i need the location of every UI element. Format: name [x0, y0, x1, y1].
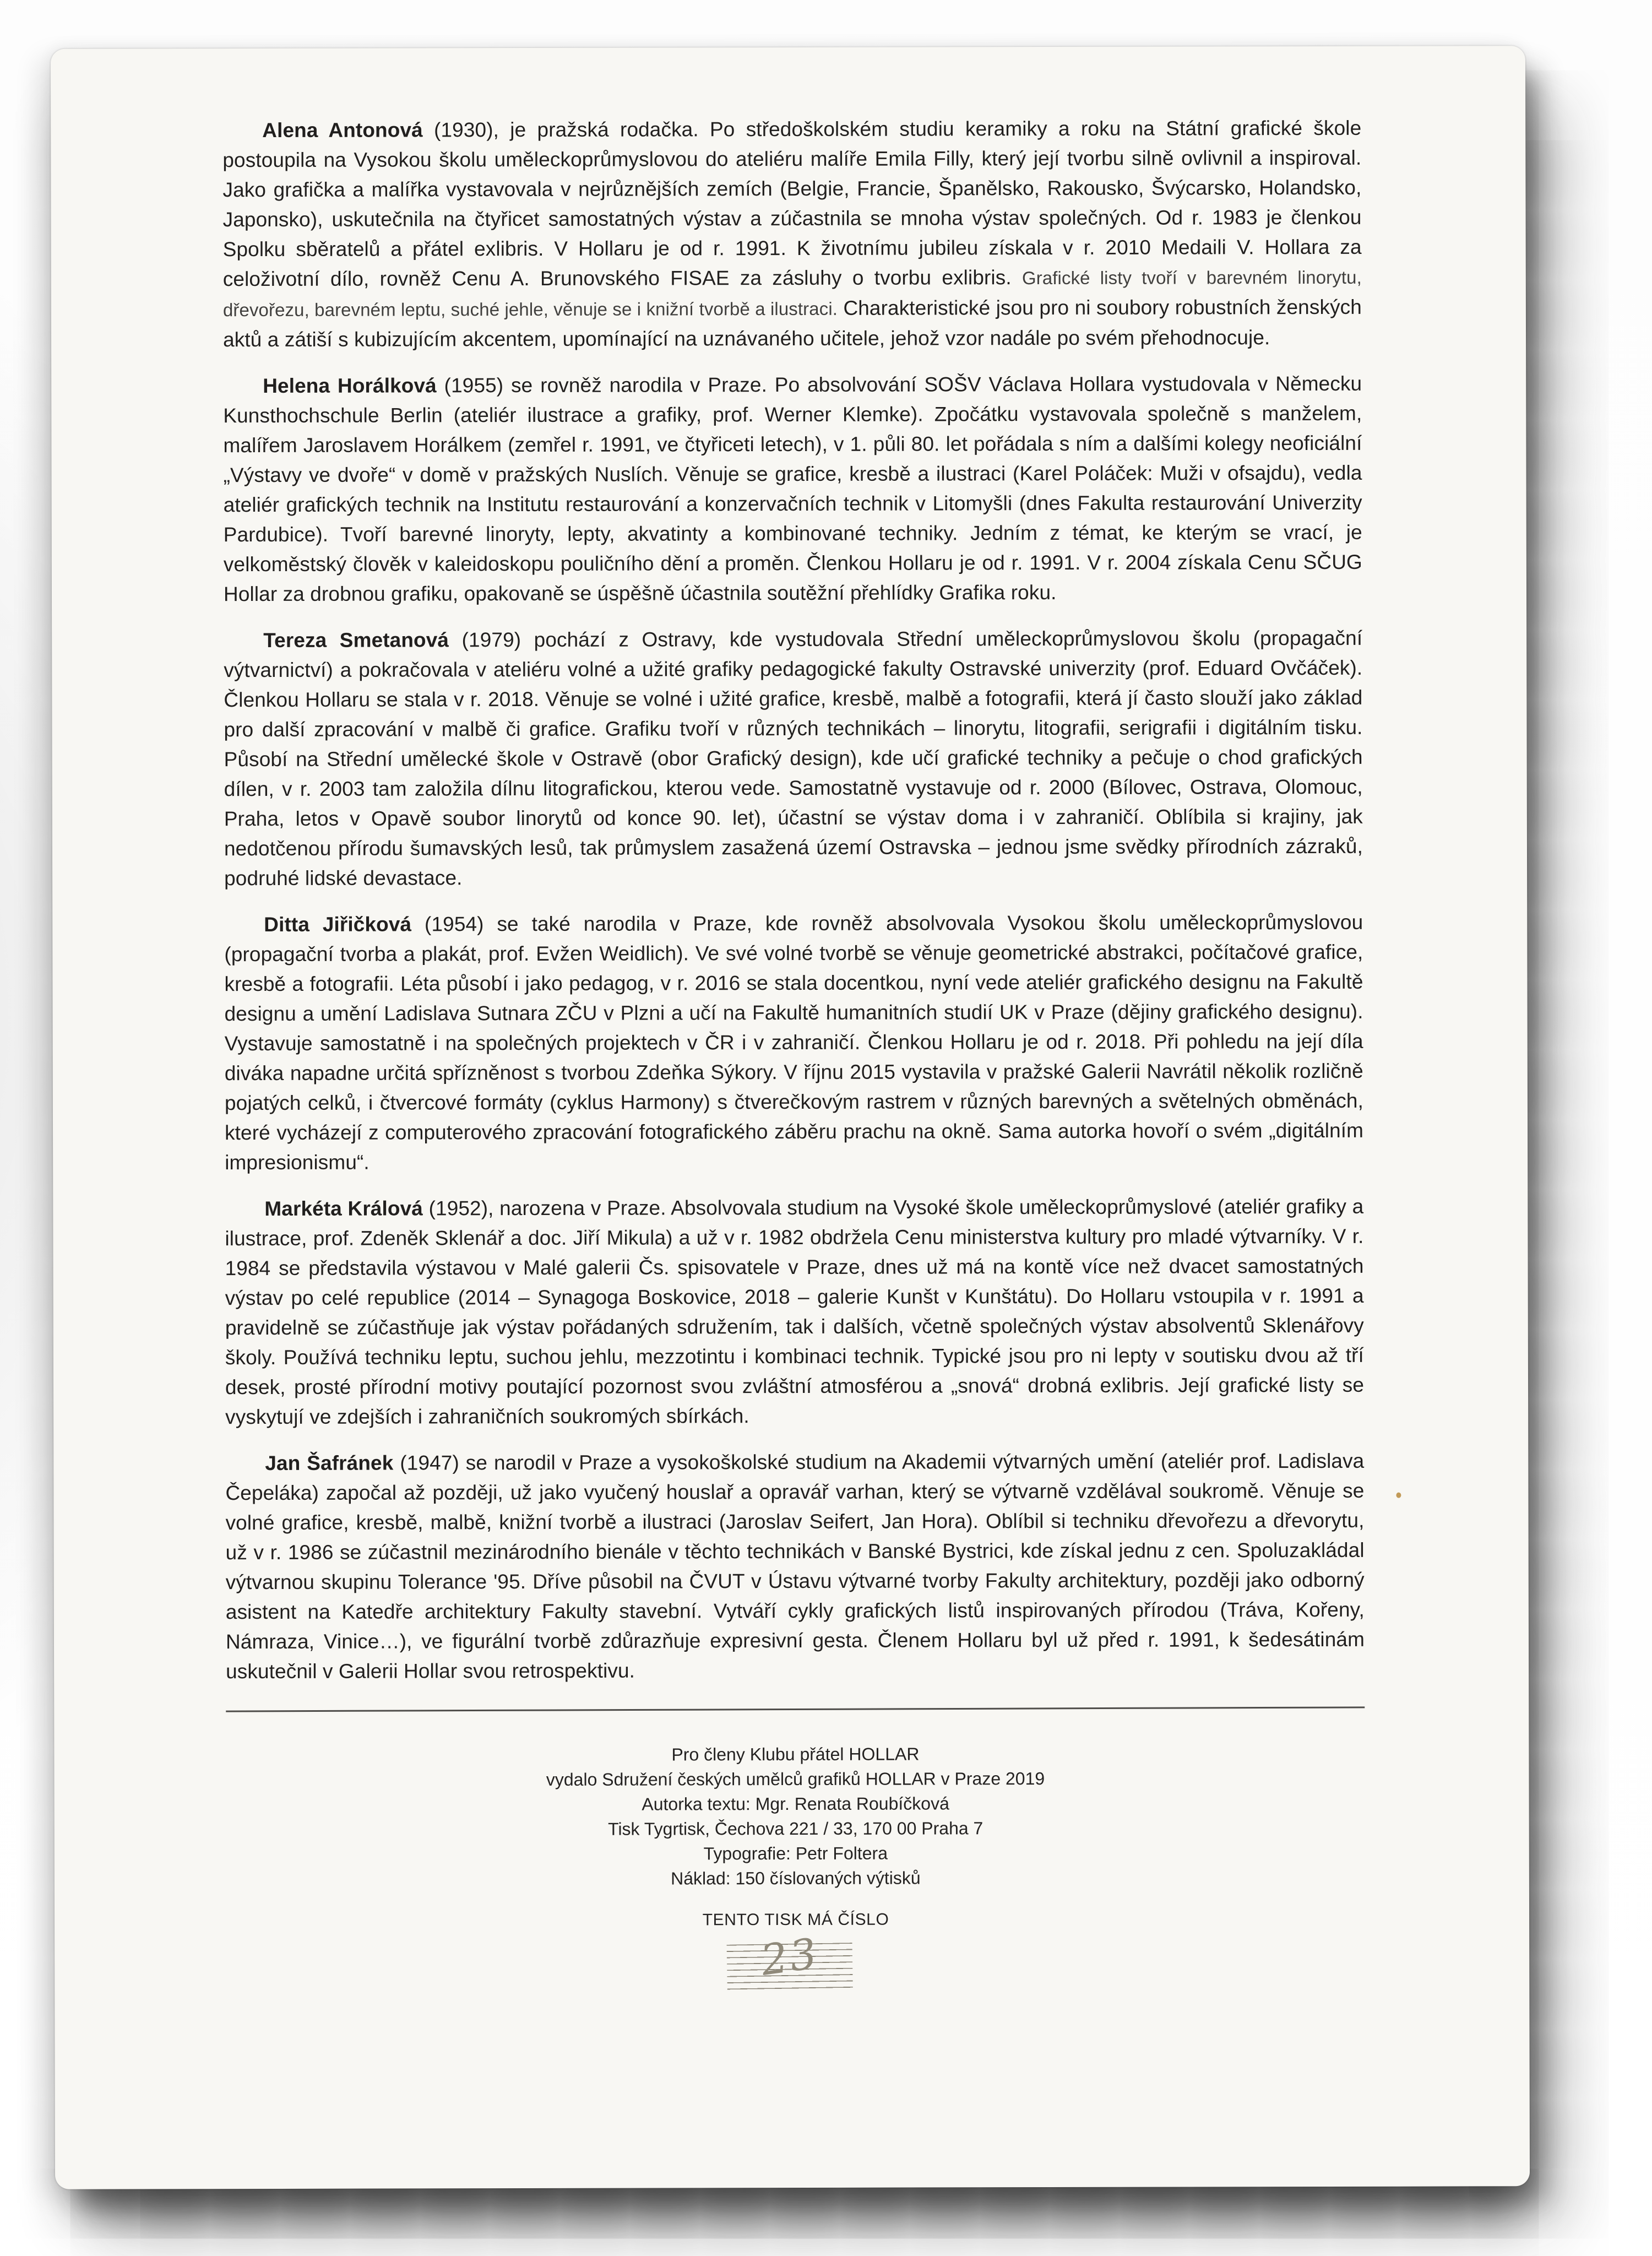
artist-name: Alena Antonová	[262, 118, 423, 142]
bio-text: Charakteristické jsou pro ni soubory robustních ženských aktů a zátiší s kubizujícím akcentem, upomínající na uznávaného učitele, jehož vzor nadále po svém přehodnocuje.	[222, 295, 1362, 351]
artist-name: Markéta Králová	[264, 1197, 423, 1220]
bio-text: (1979) pochází z Ostravy, kde vystudovala Střední uměleckoprůmyslovou školu (propagační výtvarnictví) a pokračovala v ateliéru volné a užité grafiky pedagogické fakulty Ostravské univerzity (prof. Eduard Ovčáček). Členkou Hollaru se stala v r. 2018. Věnuje se volné i užité grafice, kresbě, malbě a fotografii, která jí často slouží jako základ pro další zpracování v malbě či grafice. Grafiku tvoří v různých technikách – linorytu, litografii, serigrafii i digitálním tisku. Působí na Střední umělecké škole v Ostravě (obor Grafický design), kde učí grafické techniky a pečuje o chod grafických dílen, v r. 2003 tam založila dílnu litografickou, kterou vede. Samostatně vystavuje od r. 2000 (Bílovec, Ostrava, Olomouc, Praha, letos v Opavě soubor linorytů od konce 90. let), účastní se výstav doma i v zahraničí. Oblíbila si krajiny, jak nedotčenou přírodu šumavských lesů, tak průmyslem zasažená území Ostravska – jednou jsme svědky přírodních zázraků, podruhé lidské devastace.	[224, 626, 1363, 890]
scan-speck	[1396, 1493, 1401, 1498]
bio-paragraph-marketa-kralova	[225, 1192, 1364, 1432]
bio-paragraph-helena-horalkova	[223, 369, 1362, 609]
bio-paragraph-ditta-jirickova	[224, 908, 1363, 1178]
colophon-line: Typografie: Petr Foltera	[703, 1843, 888, 1864]
colophon	[226, 1741, 1365, 1892]
colophon-divider	[226, 1706, 1365, 1712]
artist-name: Jan Šafránek	[265, 1451, 394, 1474]
bio-text: (1954) se také narodila v Praze, kde rovněž absolvovala Vysokou školu uměleckoprůmyslovou (propagační tvorba a plakát, prof. Evžen Weidlich). Ve své volné tvorbě se věnuje geometrické abstrakci, počítačové grafice, kresbě a fotografii. Léta působí i jako pedagog, v r. 2016 se stala docentkou, nyní vede ateliér grafického designu na Fakultě designu a umění Ladislava Sutnara ZČU v Plzni a učí na Fakultě humanitních studií UK v Praze (dějiny grafického designu). Vystavuje samostatně i na společných projektech v ČR i v zahraničí. Členkou Hollaru je od r. 2018. Při pohledu na její díla diváka napadne určitá spřízněnost s tvorbou Zdeňka Sýkory. V říjnu 2015 vystavila v pražské Galerii Navrátil několik rozličně pojatých celků, i čtvercové formáty (cyklus Harmony) s čtverečkovým rastrem v různých barevných a světelných obměnách, které vycházejí z computerového zpracování fotografického záběru prachu na okně. Sama autorka hovoří o svém „digitálním impresionismu“.	[224, 910, 1364, 1174]
artist-name: Helena Horálková	[263, 374, 437, 398]
artist-name: Ditta Jiřičková	[264, 913, 412, 936]
colophon-line: Náklad: 150 číslovaných výtisků	[671, 1868, 921, 1889]
scanned-page	[51, 46, 1530, 2189]
edition-number-label: TENTO TISK MÁ ČÍSLO	[702, 1910, 889, 1929]
bio-text: (1955) se rovněž narodila v Praze. Po absolvování SOŠV Václava Hollara vystudovala v Německu Kunsthochschule Berlin (ateliér ilustrace a grafiky, prof. Werner Klemke). Zpočátku vystavovala společně s manželem, malířem Jaroslavem Horálkem (zemřel r. 1991, ve čtyřiceti letech), v 1. půli 80. let pořádala s ním a dalšími kolegy neoficiální „Výstavy ve dvoře“ v domě v pražských Nuslích. Věnuje se grafice, kresbě a ilustraci (Karel Poláček: Muži v ofsajdu), vedla ateliér grafických technik na Institutu restaurování a konzervačních technik v Litomyšli (dnes Fakulta restaurování Univerzity Pardubice). Tvoří barevné linoryty, lepty, akvatinty a kombinované techniky. Jedním z témat, ke kterým se vrací, je velkoměstský člověk v kaleidoskopu pouličního dění a proměn. Členkou Hollaru je od r. 1991. V r. 2004 získala Cenu SČUG Hollar za drobnou grafiku, opakovaně se úspěšně účastnila soutěžní přehlídky Grafika roku.	[223, 372, 1362, 606]
colophon-line: Pro členy Klubu přátel HOLLAR	[671, 1744, 920, 1765]
colophon-line: vydalo Sdružení českých umělců grafiků HOLLAR v Praze 2019	[546, 1769, 1045, 1789]
edition-number-lines	[727, 1928, 853, 1992]
artist-name: Tereza Smetanová	[263, 628, 449, 652]
bio-text-light-print: Grafické listy tvoří v barevném linorytu, dřevořezu, barevném leptu, suché jehle, věnuje se i knižní tvorbě a ilustraci.	[222, 267, 1362, 321]
page-content	[51, 46, 1529, 1993]
bio-text: (1930), je pražská rodačka. Po středoškolském studiu keramiky a roku na Státní grafické škole postoupila na Vysokou školu uměleckoprůmyslovou do ateliéru malíře Emila Filly, který její tvorbu silně ovlivnil a inspiroval. Jako grafička a malířka vystavovala v nejrůznějších zemích (Belgie, Francie, Španělsko, Rakousko, Švýcarsko, Holandsko, Japonsko), uskutečnila na čtyřicet samostatných výstav a zúčastnila se mnoha výstav společných. Od r. 1983 je členkou Spolku sběratelů a přátel exlibris. V Hollaru je od r. 1991. K životnímu jubileu získala v r. 2010 Medaili V. Hollara za celoživotní dílo, rovněž Cenu A. Brunovského FISAE za zásluhy o tvorbu exlibris.	[222, 116, 1362, 291]
colophon-line: Autorka textu: Mgr. Renata Roubíčková	[642, 1793, 949, 1814]
bio-paragraph-alena-antonova	[222, 113, 1362, 355]
bio-text: (1952), narozena v Praze. Absolvovala studium na Vysoké škole uměleckoprůmyslové (ateliér grafiky a ilustrace, prof. Zdeněk Sklenář a doc. Jiří Mikula) a už v r. 1982 obdržela Cenu ministerstva kultury pro mladé výtvarníky. V r. 1984 se představila výstavou v Malé galerii Čs. spisovatele v Praze, dnes už má na kontě více než dvacet samostatných výstav po celé republice (2014 – Synagoga Boskovice, 2018 – galerie Kunšt v Kunštátu). Do Hollaru vstoupila v r. 1991 a pravidelně se zúčastňuje jak výstav pořádaných sdružením, tak i dalších, včetně společných výstav absolventů Sklenářovy školy. Používá techniku leptu, suchou jehlu, mezzotintu i kombinaci technik. Typické jsou pro ni lepty v soutisku dvou až tří desek, prosté přírodní motivy poutající pozornost svou zvláštní atmosférou a „snová“ drobná exlibris. Její grafické listy se vyskytují ve zdejších i zahraničních soukromých sbírkách.	[225, 1195, 1365, 1429]
bio-text: (1947) se narodil v Praze a vysokoškolské studium na Akademii výtvarných umění (ateliér prof. Ladislava Čepeláka) započal až později, už jako vyučený houslař a opravář varhan, který se výtvarně vzdělával soukromě. Věnuje se volné grafice, kresbě, malbě, knižní tvorbě a ilustraci (Jaroslav Seifert, Jan Hora). Oblíbil si techniku dřevořezu a dřevorytu, už v r. 1986 se zúčastnil mezinárodního bienále v těchto technikách v Banské Bystrici, kde získal jednu z cen. Spoluzakládal výtvarnou skupinu Tolerance '95. Dříve působil na ČVUT v Ústavu výtvarné tvorby Fakulty architektury, později jako odborný asistent na Katedře architektury Fakulty stavební. Vytváří cykly grafických listů inspirovaných přírodou (Tráva, Kořeny, Námraza, Vinice…), ve figurální tvorbě zdůrazňuje expresivní gesta. Členem Hollaru byl už před r. 1991, k šedesátinám uskutečnil v Galerii Hollar svou retrospektivu.	[225, 1449, 1365, 1683]
colophon-line: Tisk Tygrtisk, Čechova 221 / 33, 170 00 Praha 7	[608, 1818, 983, 1839]
bio-paragraph-jan-safranek	[225, 1446, 1365, 1686]
edition-number-handwritten: 23	[758, 1928, 822, 1985]
bio-paragraph-tereza-smetanova	[224, 623, 1363, 893]
